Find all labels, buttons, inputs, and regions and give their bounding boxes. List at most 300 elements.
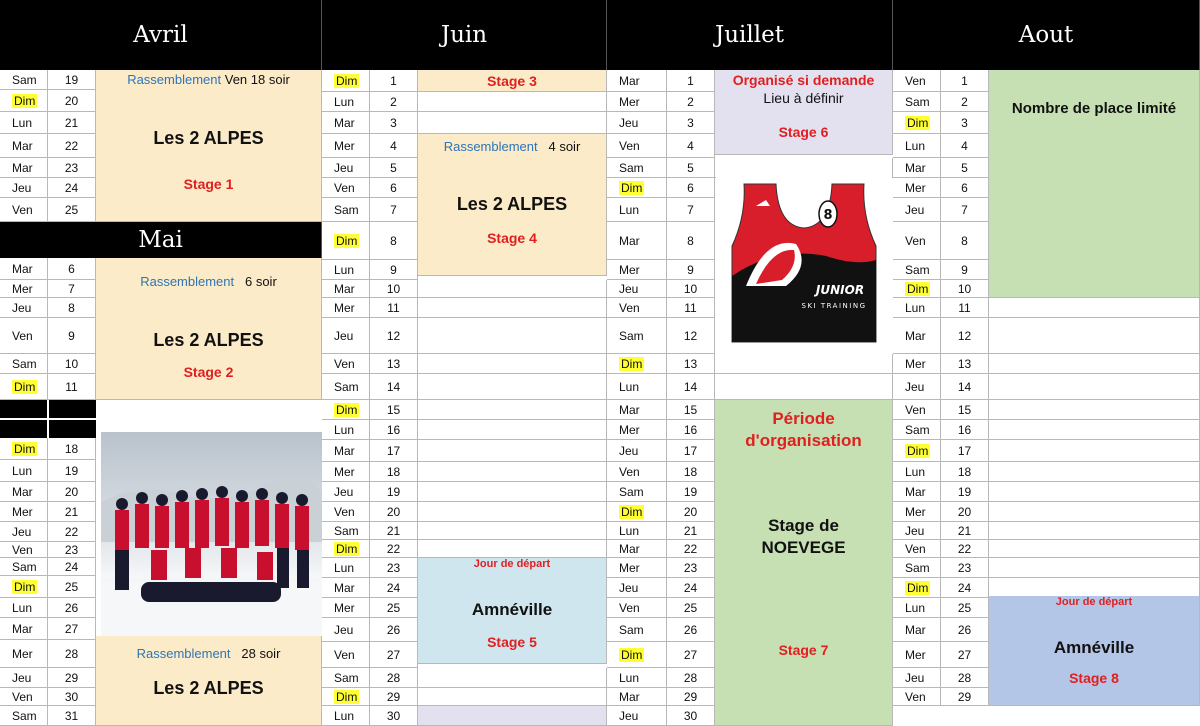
- juin-date-text: 7: [390, 202, 397, 217]
- aout-day-text: Mer: [905, 504, 926, 519]
- aout-date-text: 23: [957, 560, 972, 575]
- aout-date: [941, 462, 989, 482]
- stage2-rass-suffix: 6 soir: [244, 274, 277, 289]
- aout-day: [893, 440, 941, 462]
- stage1-rass-suffix: Ven 18 soir: [224, 72, 290, 87]
- juin-date: [370, 706, 418, 726]
- empty-cell: [989, 400, 1200, 420]
- stage7-place2: NOEVEGE: [761, 538, 846, 557]
- aout-date: [941, 668, 989, 688]
- avril-day-text: Lun: [12, 600, 33, 615]
- stage3-block: [418, 70, 607, 92]
- avril-date: [48, 438, 96, 460]
- aout-day: [893, 298, 941, 318]
- juillet-day-text: Mer: [619, 262, 640, 277]
- juillet-day: [607, 502, 667, 522]
- empty-cell: [418, 420, 607, 440]
- avril-day-text: Mar: [12, 621, 33, 636]
- juillet-date: [667, 112, 715, 134]
- avril-day-text: Ven: [12, 202, 33, 217]
- aout-day: [893, 578, 941, 598]
- aout-date-text: 2: [961, 94, 968, 109]
- avril-date: [48, 598, 96, 618]
- juin-date-text: 25: [386, 600, 401, 615]
- juin-day: [322, 112, 370, 134]
- juillet-date: [667, 70, 715, 92]
- stage-end-rass: Rassemblement: [136, 646, 231, 661]
- juin-day-text: Ven: [334, 504, 355, 519]
- juillet-day: [607, 688, 667, 706]
- avril-day: [0, 158, 48, 178]
- juillet-day-text: Ven: [619, 300, 640, 315]
- juin-day-text: Jeu: [334, 622, 354, 637]
- aout-date: [941, 522, 989, 540]
- stage5-place: Amnéville: [471, 600, 553, 619]
- aout-day: [893, 482, 941, 502]
- juin-lavender-cell: [418, 706, 607, 726]
- juin-day-text: Ven: [334, 356, 355, 371]
- month-header-juillet: Juillet: [607, 0, 893, 70]
- juillet-day-text: Lun: [619, 670, 640, 685]
- juin-day: [322, 298, 370, 318]
- avril-date-text: 11: [65, 379, 78, 394]
- avril-day: [0, 298, 48, 318]
- juillet-day: [607, 558, 667, 578]
- aout-day-text: Sam: [905, 422, 930, 437]
- juin-date-text: 10: [386, 281, 401, 296]
- juin-day-text: Lun: [334, 422, 355, 437]
- avril-day: [0, 178, 48, 198]
- aout-day: [893, 158, 941, 178]
- avril-day-text: Mer: [12, 504, 33, 519]
- aout-day-text: Ven: [905, 541, 926, 556]
- aout-date: [941, 558, 989, 578]
- aout-date: [941, 374, 989, 400]
- juin-day-text: Ven: [334, 647, 355, 662]
- jersey-sub: SKI TRAINING: [801, 302, 867, 310]
- juillet-date-text: 1: [687, 73, 694, 88]
- avril-day-text: Sam: [12, 559, 37, 574]
- empty-cell: [989, 298, 1200, 318]
- juillet-day: [607, 522, 667, 540]
- aout-date-text: 28: [957, 670, 972, 685]
- juin-day: [322, 198, 370, 222]
- aout-day-text: Mar: [905, 160, 926, 175]
- aout-date-text: 14: [957, 379, 972, 394]
- juillet-date: [667, 482, 715, 502]
- avril-date: [48, 522, 96, 542]
- juillet-date-text: 25: [683, 600, 698, 615]
- aout-day: [893, 400, 941, 420]
- aout-date-text: 18: [957, 464, 972, 479]
- juin-date: [370, 618, 418, 642]
- juillet-date-text: 21: [683, 523, 698, 538]
- stage8-label: Stage 8: [1069, 670, 1119, 686]
- avril-date: [48, 482, 96, 502]
- aout-date: [941, 440, 989, 462]
- juin-day-text: Mar: [334, 443, 355, 458]
- juillet-day: [607, 222, 667, 260]
- stage8-block: [989, 596, 1200, 706]
- aout-day: [893, 318, 941, 354]
- juillet-day: [607, 482, 667, 502]
- juin-date: [370, 198, 418, 222]
- aout-day-text: Dim: [907, 281, 929, 296]
- avril-day: [0, 374, 48, 400]
- juin-date: [370, 540, 418, 558]
- juillet-day-text: Mar: [619, 73, 640, 88]
- juillet-day-text: Ven: [619, 138, 640, 153]
- stage7-label: Stage 7: [778, 642, 829, 658]
- aout-day: [893, 462, 941, 482]
- juillet-day: [607, 598, 667, 618]
- avril-date: [48, 178, 96, 198]
- juillet-date-text: 15: [683, 402, 698, 417]
- empty-cell: [418, 668, 607, 688]
- juin-date: [370, 400, 418, 420]
- juin-date-text: 24: [386, 580, 401, 595]
- aout-date-text: 13: [957, 356, 972, 371]
- juin-day-text: Lun: [334, 262, 355, 277]
- aout-date: [941, 112, 989, 134]
- juillet-date: [667, 578, 715, 598]
- empty-cell: [418, 502, 607, 522]
- empty-cell: [989, 462, 1200, 482]
- stage7-block: [715, 400, 893, 726]
- aout-day-text: Mar: [905, 328, 926, 343]
- juillet-date-text: 5: [687, 160, 694, 175]
- juillet-day-text: Jeu: [619, 281, 639, 296]
- avril-date-text: 23: [64, 542, 79, 557]
- stage-end-place: Les 2 ALPES: [153, 678, 264, 698]
- stage1-rass: Rassemblement: [127, 72, 222, 87]
- juin-day: [322, 558, 370, 578]
- juin-day-text: Sam: [334, 202, 359, 217]
- avril-day-text: Sam: [12, 708, 37, 723]
- juin-date: [370, 642, 418, 668]
- stage2-place: Les 2 ALPES: [153, 330, 264, 350]
- juin-date-text: 11: [387, 300, 400, 315]
- aout-date: [941, 70, 989, 92]
- aout-date-text: 9: [961, 262, 968, 277]
- avril-date-text: 30: [64, 689, 79, 704]
- juin-day: [322, 642, 370, 668]
- stage3-label: Stage 3: [487, 73, 537, 89]
- empty-cell: [418, 400, 607, 420]
- avril-date-text: 20: [64, 93, 79, 108]
- stage4-rass: Rassemblement: [443, 139, 538, 154]
- stage2-block: [96, 258, 322, 400]
- juin-day: [322, 260, 370, 280]
- juin-date: [370, 688, 418, 706]
- avril-day: [0, 90, 48, 112]
- avril-day-text: Dim: [14, 93, 36, 108]
- empty-cell: [418, 112, 607, 134]
- aout-day: [893, 668, 941, 688]
- juillet-day-text: Dim: [621, 647, 643, 662]
- juin-date: [370, 92, 418, 112]
- stage1-block: [96, 70, 322, 222]
- juin-day: [322, 70, 370, 92]
- aout-day-text: Lun: [905, 300, 926, 315]
- avril-day-text: Lun: [12, 463, 33, 478]
- juin-day-text: Sam: [334, 670, 359, 685]
- avril-day: [0, 598, 48, 618]
- juin-date: [370, 502, 418, 522]
- juin-date-text: 18: [386, 464, 401, 479]
- juin-date: [370, 578, 418, 598]
- juillet-date: [667, 222, 715, 260]
- avril-date: [48, 542, 96, 558]
- aout-date-text: 11: [958, 300, 971, 315]
- stage7-period2: d'organisation: [745, 431, 862, 450]
- aout-date: [941, 642, 989, 668]
- aout-date: [941, 482, 989, 502]
- aout-day: [893, 280, 941, 298]
- juin-day: [322, 462, 370, 482]
- juillet-day-text: Jeu: [619, 443, 639, 458]
- avril-day-text: Mer: [12, 646, 33, 661]
- juillet-day: [607, 318, 667, 354]
- juin-day-text: Jeu: [334, 160, 354, 175]
- juillet-date: [667, 420, 715, 440]
- avril-date-text: 29: [64, 670, 79, 685]
- aout-date-text: 5: [961, 160, 968, 175]
- aout-day-text: Ven: [905, 402, 926, 417]
- juin-day: [322, 92, 370, 112]
- avril-day: [0, 688, 48, 706]
- empty-cell: [989, 558, 1200, 578]
- aout-day: [893, 618, 941, 642]
- avril-date: [48, 280, 96, 298]
- empty-cell: [418, 482, 607, 502]
- avril-day-text: Jeu: [12, 180, 32, 195]
- avril-date: [48, 618, 96, 640]
- juillet-date-text: 22: [683, 541, 698, 556]
- juin-date-text: 3: [390, 115, 397, 130]
- avril-date: [48, 640, 96, 668]
- avril-day: [0, 558, 48, 576]
- juillet-day: [607, 440, 667, 462]
- juin-day-text: Lun: [334, 94, 355, 109]
- juillet-date: [667, 688, 715, 706]
- empty-cell: [418, 374, 607, 400]
- stage8-depart: Jour de départ: [1055, 596, 1133, 608]
- aout-date-text: 4: [961, 138, 968, 153]
- aout-date: [941, 298, 989, 318]
- juillet-day-text: Mar: [619, 233, 640, 248]
- juin-date: [370, 112, 418, 134]
- avril-date: [48, 134, 96, 158]
- avril-date-text: 24: [64, 559, 79, 574]
- juillet-day: [607, 462, 667, 482]
- juin-day-text: Mar: [334, 580, 355, 595]
- aout-day-text: Jeu: [905, 379, 925, 394]
- avril-day-text: Dim: [14, 579, 36, 594]
- aout-day-text: Dim: [907, 115, 929, 130]
- aout-date-text: 3: [961, 115, 968, 130]
- stage6-line2: Lieu à définir: [763, 90, 844, 106]
- avril-day-text: Mar: [12, 138, 33, 153]
- juillet-date: [667, 158, 715, 178]
- juillet-day: [607, 70, 667, 92]
- juin-date: [370, 70, 418, 92]
- avril-day-text: Ven: [12, 689, 33, 704]
- juin-day-text: Lun: [334, 708, 355, 723]
- aout-limit-block: [989, 70, 1200, 298]
- juillet-date-text: 16: [683, 422, 698, 437]
- avril-date-text: 31: [64, 708, 79, 723]
- aout-date: [941, 198, 989, 222]
- avril-date-text: 22: [64, 138, 79, 153]
- avril-day-text: Ven: [12, 542, 33, 557]
- empty-cell: [715, 158, 893, 178]
- juillet-date-text: 23: [683, 560, 698, 575]
- aout-date: [941, 222, 989, 260]
- stage4-rass-suffix: 4 soir: [548, 139, 581, 154]
- juillet-day-text: Lun: [619, 523, 640, 538]
- juin-day: [322, 222, 370, 260]
- black-separator-line: [0, 418, 96, 420]
- juin-date-text: 14: [386, 379, 401, 394]
- juin-date-text: 29: [386, 689, 401, 704]
- aout-date: [941, 400, 989, 420]
- juin-day-text: Dim: [336, 541, 358, 556]
- juillet-date-text: 26: [683, 622, 698, 637]
- avril-day: [0, 668, 48, 688]
- aout-day: [893, 598, 941, 618]
- stage1-label: Stage 1: [183, 176, 234, 192]
- juillet-day: [607, 668, 667, 688]
- juin-date: [370, 598, 418, 618]
- aout-day: [893, 112, 941, 134]
- avril-day: [0, 542, 48, 558]
- juillet-day-text: Mer: [619, 560, 640, 575]
- juin-day-text: Dim: [336, 73, 358, 88]
- juin-date: [370, 158, 418, 178]
- juillet-date-text: 10: [683, 281, 698, 296]
- juin-date: [370, 462, 418, 482]
- avril-day: [0, 438, 48, 460]
- avril-day-text: Mar: [12, 160, 33, 175]
- juin-day: [322, 688, 370, 706]
- juillet-day-text: Mar: [619, 689, 640, 704]
- stage8-place: Amnéville: [1053, 638, 1135, 657]
- juillet-date-text: 17: [683, 443, 698, 458]
- juillet-date: [667, 198, 715, 222]
- avril-date-text: 28: [64, 646, 79, 661]
- aout-date: [941, 92, 989, 112]
- juin-date-text: 6: [390, 180, 397, 195]
- juillet-day: [607, 134, 667, 158]
- juillet-date: [667, 178, 715, 198]
- empty-cell: [989, 440, 1200, 462]
- juillet-day: [607, 280, 667, 298]
- avril-date-text: 6: [68, 261, 75, 276]
- juin-date: [370, 482, 418, 502]
- aout-limit-label: Nombre de place limité: [1011, 100, 1177, 117]
- juin-day-text: Mer: [334, 138, 355, 153]
- juillet-date: [667, 462, 715, 482]
- aout-day: [893, 558, 941, 578]
- juillet-day: [607, 618, 667, 642]
- juin-day: [322, 134, 370, 158]
- aout-day-text: Jeu: [905, 523, 925, 538]
- juin-day-text: Mar: [334, 115, 355, 130]
- aout-date-text: 24: [957, 580, 972, 595]
- avril-date: [48, 558, 96, 576]
- aout-date: [941, 420, 989, 440]
- juillet-date-text: 2: [687, 94, 694, 109]
- juin-date-text: 20: [386, 504, 401, 519]
- juillet-date-text: 12: [683, 328, 698, 343]
- aout-date-text: 7: [961, 202, 968, 217]
- aout-day: [893, 642, 941, 668]
- juin-date-text: 16: [386, 422, 401, 437]
- aout-date-text: 12: [957, 328, 972, 343]
- juin-day: [322, 578, 370, 598]
- avril-date-text: 9: [68, 328, 75, 343]
- jersey-image: [716, 176, 892, 348]
- aout-day: [893, 178, 941, 198]
- jersey-graphic: [716, 176, 892, 348]
- juillet-date-text: 3: [687, 115, 694, 130]
- juin-date-text: 27: [386, 647, 401, 662]
- juillet-date: [667, 400, 715, 420]
- empty-cell: [989, 540, 1200, 558]
- aout-day-text: Ven: [905, 233, 926, 248]
- juillet-day: [607, 260, 667, 280]
- juillet-date: [667, 374, 715, 400]
- aout-date: [941, 598, 989, 618]
- juin-day: [322, 522, 370, 540]
- avril-day-text: Dim: [14, 441, 36, 456]
- juillet-day: [607, 578, 667, 598]
- avril-day-text: Ven: [12, 328, 33, 343]
- empty-cell: [989, 482, 1200, 502]
- aout-date: [941, 134, 989, 158]
- aout-day-text: Mer: [905, 647, 926, 662]
- juin-day-text: Jeu: [334, 484, 354, 499]
- team-photo: [101, 432, 322, 636]
- aout-day-text: Mer: [905, 180, 926, 195]
- juillet-date-text: 28: [683, 670, 698, 685]
- juin-date: [370, 440, 418, 462]
- juillet-day-text: Ven: [619, 600, 640, 615]
- juillet-day: [607, 420, 667, 440]
- stage4-label: Stage 4: [487, 230, 537, 246]
- avril-day: [0, 258, 48, 280]
- juin-day: [322, 374, 370, 400]
- juillet-day-text: Mer: [619, 94, 640, 109]
- month-header-aout: Aout: [893, 0, 1200, 70]
- juillet-day-text: Dim: [621, 356, 643, 371]
- avril-day: [0, 134, 48, 158]
- juillet-day-text: Sam: [619, 622, 644, 637]
- stage7-period1: Période: [772, 409, 835, 428]
- juillet-day-text: Dim: [621, 504, 643, 519]
- juillet-day-text: Mar: [619, 402, 640, 417]
- juillet-date-text: 14: [683, 379, 698, 394]
- avril-day: [0, 280, 48, 298]
- stage5-depart: Jour de départ: [473, 558, 551, 570]
- aout-date: [941, 280, 989, 298]
- aout-date-text: 29: [957, 689, 972, 704]
- avril-date: [48, 576, 96, 598]
- juin-date-text: 2: [390, 94, 397, 109]
- aout-day: [893, 70, 941, 92]
- juin-date: [370, 558, 418, 578]
